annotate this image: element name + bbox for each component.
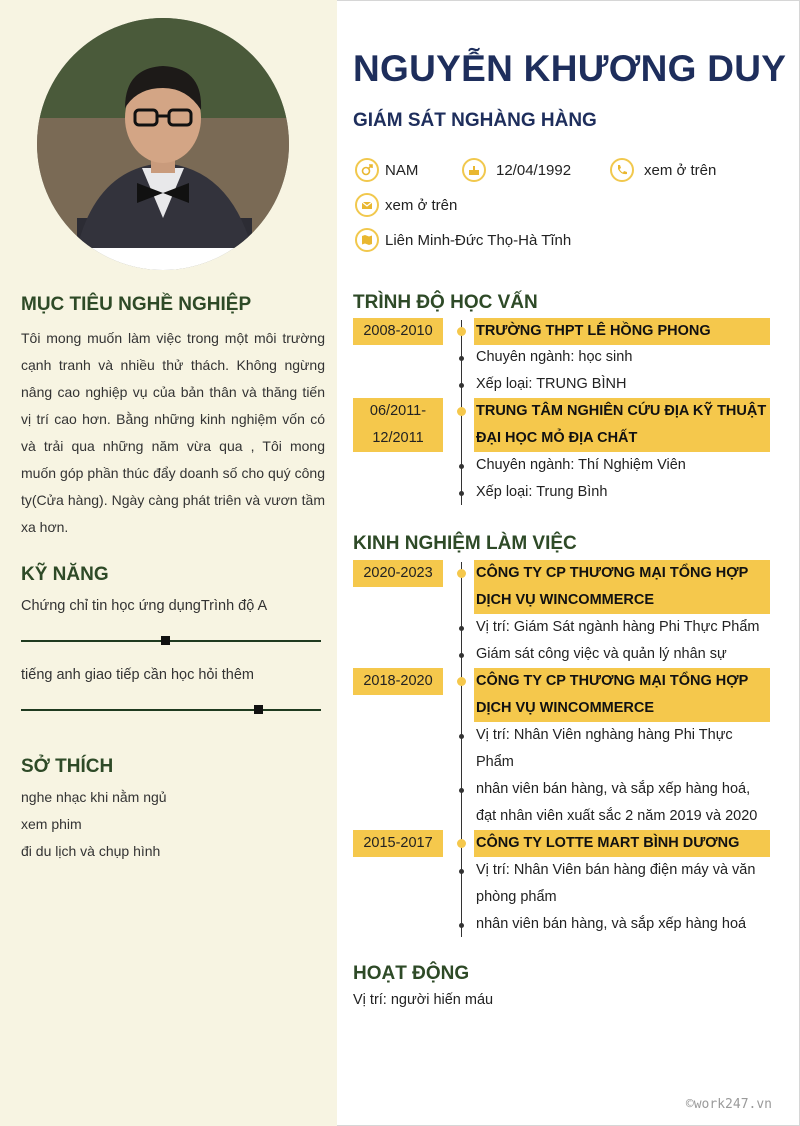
phone-field <box>610 158 716 182</box>
objective-text: Tôi mong muốn làm việc trong một môi trường cạnh tranh và nhiều thử thách. Không ngừng nâng cao nghiệp vụ của bản thân và thăng tiến vị trí cao hơn. Bằng những kinh nghiệm vốn có và trải qua những năm vừa qua , Tôi mong muốn góp phần thúc đẩy doanh số cho quý công ty(Cửa hàng). Ngày càng phát triên và vươn tầm xa hơn. <box>21 330 325 535</box>
gender-value: NAM <box>385 161 419 179</box>
bullet-dot <box>459 383 464 388</box>
skill-level-bar <box>21 709 321 711</box>
activity-item: Vị trí: người hiến máu <box>353 992 494 1008</box>
timeline-dot <box>457 327 466 336</box>
hobby-item: nghe nhạc khi nằm ngủ <box>21 789 167 805</box>
phone-icon <box>610 158 634 182</box>
experience-detail: Vị trí: Nhân Viên bán hàng điện máy và văn phòng phẩm <box>476 862 756 905</box>
objective-title: MỤC TIÊU NGHỀ NGHIỆP <box>21 294 252 315</box>
phone-value: xem ở trên <box>644 161 717 179</box>
bullet-dot <box>459 464 464 469</box>
experience-detail: Vị trí: Nhân Viên nghàng hàng Phi Thực Phẩm <box>476 727 733 770</box>
bullet-dot <box>459 653 464 658</box>
bullet-dot <box>459 356 464 361</box>
map-icon <box>355 228 379 252</box>
skills-title: KỸ NĂNG <box>21 564 109 585</box>
timeline-dot <box>457 407 466 416</box>
email-field <box>355 193 457 217</box>
bullet-dot <box>459 734 464 739</box>
left-sidebar <box>0 0 337 1126</box>
timeline-dot <box>457 677 466 686</box>
timeline-dot <box>457 839 466 848</box>
education-detail: Xếp loại: Trung Bình <box>476 484 608 500</box>
cake-icon <box>462 158 486 182</box>
experience-timeline <box>461 562 462 937</box>
watermark: ©work247.vn <box>685 1097 772 1112</box>
education-detail: Chuyên ngành: Thí Nghiệm Viên <box>476 457 686 473</box>
hobbies-title: SỞ THÍCH <box>21 756 114 777</box>
address-field <box>355 228 571 252</box>
hobby-item: xem phim <box>21 816 82 832</box>
skill-level-marker <box>254 705 263 714</box>
experience-detail: nhân viên bán hàng, và sắp xếp hàng hoá, đạt nhân viên xuất sắc 2 năm 2019 và 2020 <box>476 781 758 824</box>
education-detail: Chuyên ngành: học sinh <box>476 349 633 365</box>
bullet-dot <box>459 626 464 631</box>
skill-level-marker <box>161 636 170 645</box>
education-school: TRUNG TÂM NGHIÊN CỨU ĐỊA KỸ THUẬT ĐẠI HỌC MỎ ĐỊA CHẤT <box>474 398 770 452</box>
skill-level-bar <box>21 640 321 642</box>
skill-name: Chứng chỉ tin học ứng dụngTrình độ A <box>21 598 268 614</box>
experience-date: 2020-2023 <box>353 560 443 587</box>
gender-field <box>355 158 418 182</box>
experience-title: KINH NGHIỆM LÀM VIỆC <box>353 533 577 554</box>
profile-photo <box>37 18 289 270</box>
experience-detail: nhân viên bán hàng, và sắp xếp hàng hoá <box>476 916 747 932</box>
experience-company: CÔNG TY CP THƯƠNG MẠI TỔNG HỢP DỊCH VỤ WINCOMMERCE <box>474 560 770 614</box>
job-title: GIÁM SÁT NGHÀNG HÀNG <box>353 110 597 131</box>
timeline-dot <box>457 569 466 578</box>
birthday-field <box>462 158 571 182</box>
activities-title: HOẠT ĐỘNG <box>353 963 470 984</box>
bullet-dot <box>459 788 464 793</box>
bullet-dot <box>459 869 464 874</box>
education-school: TRƯỜNG THPT LÊ HỒNG PHONG <box>474 318 770 345</box>
education-date: 06/2011-12/2011 <box>353 398 443 452</box>
bullet-dot <box>459 491 464 496</box>
experience-detail: Vị trí: Giám Sát ngành hàng Phi Thực Phẩm <box>476 619 760 635</box>
address-value: Liên Minh-Đức Thọ-Hà Tĩnh <box>385 231 572 249</box>
education-date: 2008-2010 <box>353 318 443 345</box>
bullet-dot <box>459 923 464 928</box>
experience-date: 2015-2017 <box>353 830 443 857</box>
skill-name: tiếng anh giao tiếp cần học hỏi thêm <box>21 667 254 683</box>
email-icon <box>355 193 379 217</box>
experience-date: 2018-2020 <box>353 668 443 695</box>
gender-icon <box>355 158 379 182</box>
education-title: TRÌNH ĐỘ HỌC VẤN <box>353 292 538 313</box>
email-value: xem ở trên <box>385 196 458 214</box>
candidate-name: NGUYỄN KHƯƠNG DUY <box>353 48 787 89</box>
experience-company: CÔNG TY LOTTE MART BÌNH DƯƠNG <box>474 830 770 857</box>
experience-detail: Giám sát công việc và quản lý nhân sự <box>476 646 727 662</box>
hobby-item: đi du lịch và chụp hình <box>21 843 161 859</box>
experience-company: CÔNG TY CP THƯƠNG MẠI TỔNG HỢP DỊCH VỤ WINCOMMERCE <box>474 668 770 722</box>
education-detail: Xếp loại: TRUNG BÌNH <box>476 376 627 392</box>
birthday-value: 12/04/1992 <box>496 161 572 179</box>
